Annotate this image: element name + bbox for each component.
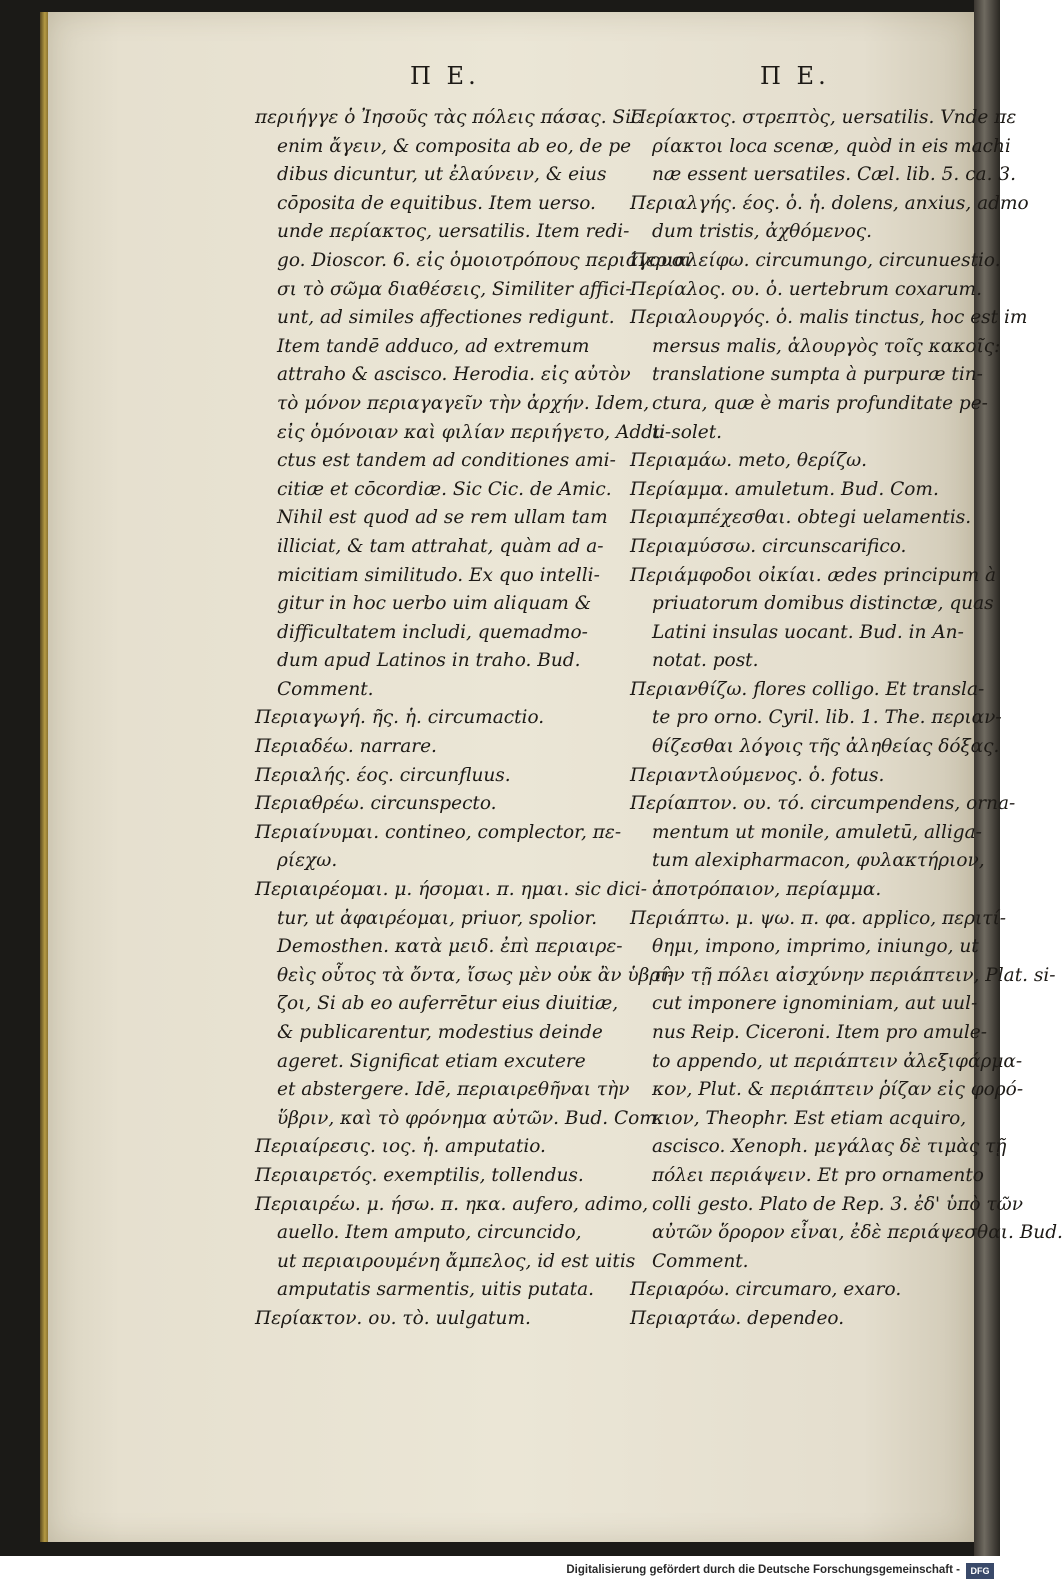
text-line: illiciat, & tam attrahat, quàm ad a- [277,535,604,557]
text-line: θεὶς οὗτος τὰ ὄντα, ἴσως μὲν οὐκ ἂν ὑβρί- [277,964,674,986]
text-line: nus Reip. Ciceroni. Item pro amule- [652,1022,987,1043]
text-line: Περιαμύσσω. circunscarifico. [630,535,907,557]
text-line: Περιαλγής. έος. ὁ. ἡ. dolens, anxius, admo [630,192,1029,214]
text-line: Περιαδέω. narrare. [255,736,437,758]
text-line: Περιαντλούμενος. ὁ. fotus. [630,764,885,786]
text-line: ρίακτοι loca scenæ, quòd in eis machi [652,135,1011,157]
right-column-lines [630,104,1063,1334]
text-line: colli gesto. Plato de Rep. 3. ἐδ' ὑπὸ τῶν [652,1193,1023,1215]
text-line: Latini insulas uocant. Bud. in An- [652,621,964,643]
text-line: Περιάμφοδοι οἰκίαι. ædes principum à [630,564,997,586]
text-line: attraho & ascisco. Herodia. εἰς αὐτὸν [277,364,631,386]
text-line: Comment. [277,678,374,700]
text-line: ut περιαιρουμένη ἄμπελος, id est uitis [277,1250,636,1272]
text-line: ti solet. [652,421,723,443]
text-line: Περίακτον. ου. τὸ. uulgatum. [255,1307,531,1329]
text-line: Nihil est quod ad se rem ullam tam [277,507,608,529]
text-line: τὸ μόνον περιαγαγεῖν τὴν ἀρχήν. Idem, [277,392,650,414]
text-line: gitur in hoc uerbo uim aliquam & [277,593,592,615]
text-line: ageret. Significat etiam excutere [277,1050,586,1072]
text-line: Item tandē adduco, ad extremum [277,335,590,357]
text-line: περιήγγε ὁ Ἰησοῦς τὰς πόλεις πάσας. Sic [255,107,642,128]
text-line: Περιαιρέομαι. μ. ήσομαι. π. ημαι. sic dici- [255,879,648,901]
footer [0,1556,1000,1592]
text-line: Περιαίρεσις. ιος. ἡ. amputatio. [255,1136,546,1158]
text-line: Περιαίνυμαι. contineo, complector, πε- [255,821,622,843]
text-line: θημι, impono, imprimo, iniungo, ut [652,936,979,958]
text-line: dum apud Latinos in traho. Bud. [277,650,581,672]
text-line: unt, ad similes affectiones redigunt. [277,307,615,329]
text-line: Περιαλής. έος. circunfluus. [255,764,511,786]
text-line: unde περίακτος, uersatilis. Item redi- [277,221,630,243]
text-line: ctura, quæ è maris profunditate pe- [652,392,988,414]
text-line: εἰς ὁμόνοιαν καὶ φιλίαν περιήγετο, Addu- [277,421,672,443]
text-line: citiæ et cōcordiæ. Sic Cic. de Amic. [277,478,612,500]
text-line: translatione sumpta à purpuræ tin- [652,364,983,386]
text-line: κιον, Theophr. Est etiam acquiro, [652,1107,967,1129]
text-line: Περίαπτον. ου. τό. circumpendens, orna- [630,793,1016,815]
text-line: næ essent uersatiles. Cæl. lib. 5. ca. 3. [652,164,1016,186]
text-line: ὕβριν, καὶ τὸ φρόνημα αὐτῶν. Bud. Com. [277,1107,663,1129]
left-column-lines [255,104,692,1334]
text-line: dum tristis, ἀχθόμενος. [652,221,873,243]
text-line: & publicarentur, modestius deinde [277,1022,603,1043]
text-line: ctus est tandem ad conditiones ami- [277,450,616,472]
text-line: tum alexipharmacon, φυλακτήριον, [652,850,985,872]
text-line: τὴν τῇ πόλει αἰσχύνην περιάπτειν, Plat. si- [652,964,1056,986]
text-line: te pro orno. Cyril. lib. 1. The. περιαν- [652,707,1002,729]
text-line: Περιάπτω. μ. ψω. π. φα. applico, περιτί- [630,907,1006,929]
text-line: mentum ut monile, amuletū, alliga- [652,821,982,843]
text-line: Περιαμάω. meto, θερίζω. [630,450,868,472]
text-line: notat. post. [652,650,759,672]
text-line: Περιαρόω. circumaro, exaro. [630,1279,902,1301]
text-line: Περιαιρετός. exemptilis, tollendus. [255,1164,584,1186]
text-line: Περίαλος. ου. ὁ. uertebrum coxarum. [630,278,982,300]
text-line: Περιαλείφω. circumungo, circunuestio. [630,249,1001,271]
text-line: κον, Plut. & περιάπτειν ῥίζαν εἰς φορό- [652,1079,1024,1101]
text-line: to appendo, ut περιάπτειν ἀλεξιφάρμα- [652,1050,1023,1072]
page-gilt-edge [40,12,48,1542]
text-line: αὐτῶν ὅρορον εἶναι, ἐδὲ περιάψεσθαι. Bud. [652,1222,1063,1244]
text-line: Περιαγωγή. ῆς. ἡ. circumactio. [255,707,545,729]
text-line: Comment. [652,1250,749,1272]
text-line: et abstergere. Idē, περιαιρεθῆναι τὴν [277,1079,630,1101]
text-line: enim ἄγειν, & composita ab eo, de pe [277,135,632,157]
text-line: Περίαμμα. amuletum. Bud. Com. [630,478,939,500]
text-line: cut imponere ignominiam, aut uul- [652,993,978,1015]
text-line: Περιανθίζω. flores colligo. Et transla- [630,678,985,700]
text-line: difficultatem includi, quemadmo- [277,621,588,643]
text-line: auello. Item amputo, circuncido, [277,1222,582,1244]
text-line: σι τὸ σῶμα διαθέσεις, Similiter affici- [277,278,632,300]
text-line: Περιαρτάω. dependeo. [630,1307,845,1329]
text-line: tur, ut ἀφαιρέομαι, priuor, spolior. [277,907,598,929]
dfg-logo[interactable]: DFG [966,1563,994,1579]
text-line: ζοι, Si ab eo auferrētur eius diuitiæ, [277,993,619,1015]
text-line: amputatis sarmentis, uitis putata. [277,1279,595,1301]
text-line: Περιαιρέω. μ. ήσω. π. ηκα. aufero, adimo, [255,1193,649,1215]
text-line: Περιαμπέχεσθαι. obtegi uelamentis. [630,507,972,529]
text-line: Περιαλουργός. ὁ. malis tinctus, hoc est im [630,307,1028,329]
text-line: mersus malis, ἁλουργὸς τοῖς κακοῖς: [652,335,1001,357]
running-header-right: Π E. [760,62,830,90]
text-line: ρίεχω. [277,850,338,872]
text-line: θίζεσθαι λόγοις τῆς ἀληθείας δόξας. [652,736,1000,758]
text-line: cōposita de equitibus. Item uerso. [277,192,596,214]
text-line: Περιαθρέω. circunspecto. [255,793,497,815]
text-line: ascisco. Xenoph. μεγάλας δὲ τιμὰς τῇ [652,1136,1007,1158]
text-line: dibus dicuntur, ut ἐλαύνειν, & eius [277,164,607,186]
running-header-left: Π E. [410,62,480,90]
text-line: πόλει περιάψειν. Et pro ornamento [652,1164,984,1186]
text-line: priuatorum domibus distinctæ, quas [652,593,994,615]
text-line: go. Dioscor. 6. εἰς ὁμοιοτρόπους περιάγουσι [277,249,692,271]
text-line: ἀποτρόπαιον, περίαμμα. [652,879,882,901]
text-line: Demosthen. κατὰ μειδ. ἐπὶ περιαιρε- [277,936,623,958]
footer-credit[interactable]: Digitalisierung gefördert durch die Deutsche Forschungsgemeinschaft - [566,1564,960,1576]
text-line: Περίακτος. στρεπτὸς, uersatilis. Vnde πε [630,107,1017,128]
text-line: micitiam similitudo. Ex quo intelli- [277,564,600,586]
